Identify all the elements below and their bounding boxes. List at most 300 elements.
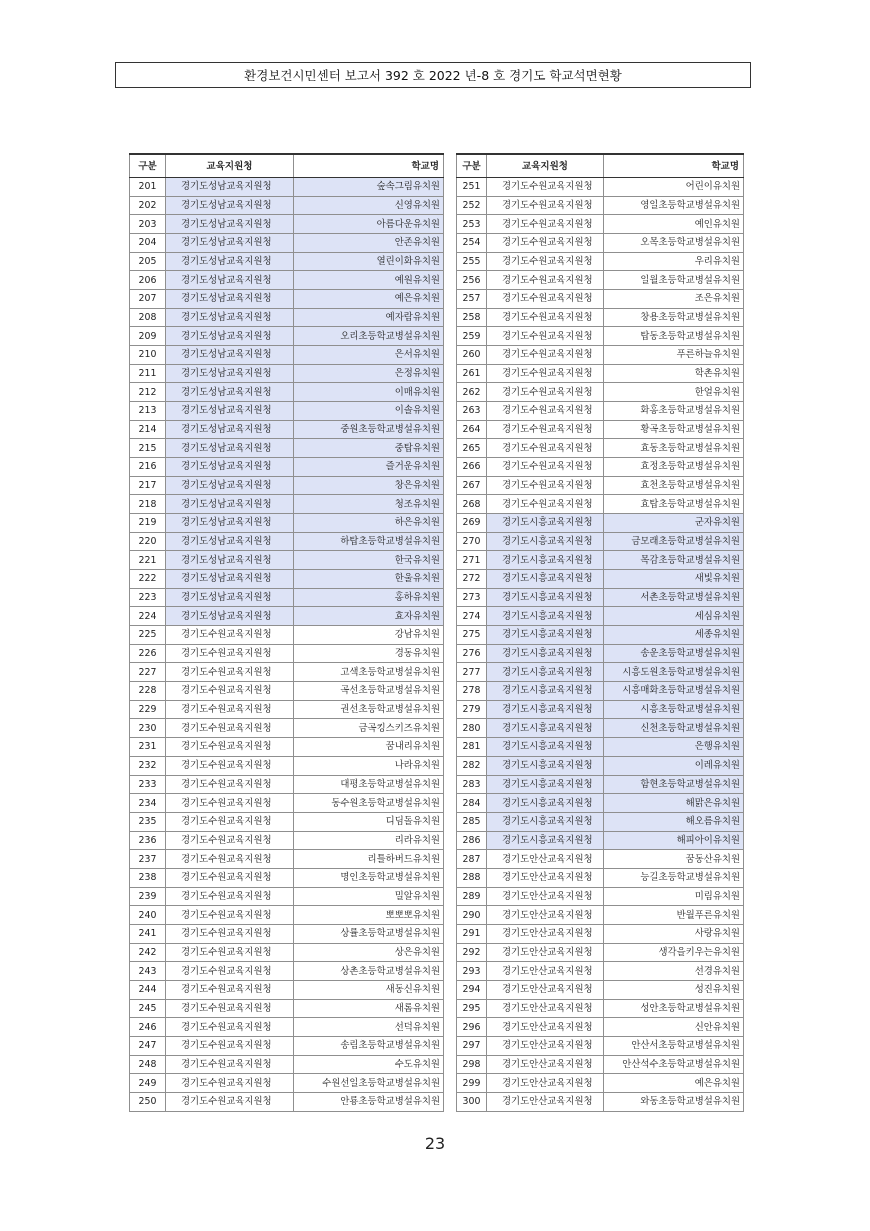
row-office: 경기도성남교육지원청 [166, 476, 294, 495]
row-number: 295 [457, 999, 487, 1018]
table-row [130, 607, 444, 626]
table-row [457, 644, 744, 663]
table-row [130, 980, 444, 999]
row-school: 효동초등학교병설유치원 [604, 439, 744, 458]
row-school: 청조유치원 [294, 495, 444, 514]
row-school: 해오름유치원 [604, 812, 744, 831]
row-school: 나라유치원 [294, 756, 444, 775]
row-number: 297 [457, 1036, 487, 1055]
row-number: 264 [457, 420, 487, 439]
row-number: 220 [130, 532, 166, 551]
row-office: 경기도성남교육지원청 [166, 252, 294, 271]
table-row [457, 794, 744, 813]
row-office: 경기도성남교육지원청 [166, 364, 294, 383]
row-number: 226 [130, 644, 166, 663]
col-header-no: 구분 [130, 154, 166, 178]
row-number: 273 [457, 588, 487, 607]
row-office: 경기도수원교육지원청 [166, 738, 294, 757]
row-office: 경기도성남교육지원청 [166, 551, 294, 570]
row-office: 경기도시흥교육지원청 [487, 607, 604, 626]
row-office: 경기도시흥교육지원청 [487, 514, 604, 533]
row-school: 사랑유치원 [604, 924, 744, 943]
row-office: 경기도수원교육지원청 [487, 364, 604, 383]
row-number: 211 [130, 364, 166, 383]
row-number: 207 [130, 290, 166, 309]
table-row [457, 812, 744, 831]
table-row [457, 327, 744, 346]
row-office: 경기도안산교육지원청 [487, 1036, 604, 1055]
row-school: 시흥도원초등학교병설유치원 [604, 663, 744, 682]
row-number: 282 [457, 756, 487, 775]
row-office: 경기도수원교육지원청 [487, 495, 604, 514]
row-office: 경기도수원교육지원청 [487, 252, 604, 271]
row-office: 경기도성남교육지원청 [166, 290, 294, 309]
row-number: 268 [457, 495, 487, 514]
row-school: 미림유치원 [604, 887, 744, 906]
row-office: 경기도수원교육지원청 [166, 831, 294, 850]
row-office: 경기도수원교육지원청 [487, 234, 604, 253]
col-header-school: 학교명 [294, 154, 444, 178]
row-number: 204 [130, 234, 166, 253]
row-school: 영일초등학교병설유치원 [604, 196, 744, 215]
row-school: 황곡초등학교병설유치원 [604, 420, 744, 439]
row-office: 경기도수원교육지원청 [166, 626, 294, 645]
row-office: 경기도수원교육지원청 [166, 906, 294, 925]
col-header-school: 학교명 [604, 154, 744, 178]
table-row [130, 887, 444, 906]
table-row [130, 514, 444, 533]
table-row [457, 252, 744, 271]
row-number: 258 [457, 308, 487, 327]
row-office: 경기도수원교육지원청 [487, 476, 604, 495]
row-office: 경기도안산교육지원청 [487, 850, 604, 869]
row-number: 256 [457, 271, 487, 290]
row-school: 송운초등학교병설유치원 [604, 644, 744, 663]
table-row [457, 850, 744, 869]
row-number: 251 [457, 178, 487, 197]
row-office: 경기도수원교육지원청 [166, 980, 294, 999]
row-office: 경기도수원교육지원청 [487, 196, 604, 215]
row-office: 경기도시흥교육지원청 [487, 756, 604, 775]
table-row [457, 271, 744, 290]
row-office: 경기도수원교육지원청 [166, 943, 294, 962]
row-office: 경기도수원교육지원청 [487, 271, 604, 290]
row-office: 경기도수원교육지원청 [487, 215, 604, 234]
table-row [457, 924, 744, 943]
row-number: 259 [457, 327, 487, 346]
table-row [130, 794, 444, 813]
row-office: 경기도시흥교육지원청 [487, 831, 604, 850]
table-row [457, 962, 744, 981]
row-school: 새빛유치원 [604, 570, 744, 589]
row-number: 218 [130, 495, 166, 514]
row-number: 287 [457, 850, 487, 869]
table-row [457, 682, 744, 701]
col-header-office: 교육지원청 [166, 154, 294, 178]
row-school: 홍하유치원 [294, 588, 444, 607]
table-row [130, 1074, 444, 1093]
row-school: 리틀하버드유치원 [294, 850, 444, 869]
row-school: 곡선초등학교병설유치원 [294, 682, 444, 701]
row-office: 경기도시흥교육지원청 [487, 626, 604, 645]
row-office: 경기도성남교육지원청 [166, 458, 294, 477]
row-office: 경기도수원교육지원청 [166, 999, 294, 1018]
row-number: 202 [130, 196, 166, 215]
table-row [457, 215, 744, 234]
table-row [457, 420, 744, 439]
row-number: 219 [130, 514, 166, 533]
col-header-office: 교육지원청 [487, 154, 604, 178]
page-number: 23 [424, 1134, 446, 1153]
row-number: 288 [457, 868, 487, 887]
row-office: 경기도수원교육지원청 [166, 663, 294, 682]
row-number: 265 [457, 439, 487, 458]
row-number: 221 [130, 551, 166, 570]
row-office: 경기도성남교육지원청 [166, 402, 294, 421]
row-school: 성진유치원 [604, 980, 744, 999]
table-row [457, 887, 744, 906]
row-office: 경기도수원교육지원청 [166, 1074, 294, 1093]
row-office: 경기도성남교육지원청 [166, 178, 294, 197]
row-office: 경기도수원교육지원청 [487, 290, 604, 309]
row-number: 292 [457, 943, 487, 962]
school-table-left [129, 153, 444, 1112]
row-number: 262 [457, 383, 487, 402]
row-school: 이솔유치원 [294, 402, 444, 421]
row-school: 효탑초등학교병설유치원 [604, 495, 744, 514]
row-number: 277 [457, 663, 487, 682]
row-school: 해맑은유치원 [604, 794, 744, 813]
row-office: 경기도성남교육지원청 [166, 383, 294, 402]
table-row [457, 1092, 744, 1111]
table-row [457, 943, 744, 962]
table-row [457, 178, 744, 197]
table-row [130, 756, 444, 775]
row-number: 212 [130, 383, 166, 402]
table-row [130, 402, 444, 421]
row-number: 228 [130, 682, 166, 701]
row-school: 상은유치원 [294, 943, 444, 962]
row-office: 경기도시흥교육지원청 [487, 570, 604, 589]
row-office: 경기도안산교육지원청 [487, 1092, 604, 1111]
row-school: 서촌초등학교병설유치원 [604, 588, 744, 607]
row-number: 243 [130, 962, 166, 981]
row-number: 208 [130, 308, 166, 327]
row-number: 261 [457, 364, 487, 383]
table-row [457, 1074, 744, 1093]
row-office: 경기도시흥교육지원청 [487, 738, 604, 757]
table-row [130, 308, 444, 327]
row-number: 290 [457, 906, 487, 925]
row-number: 205 [130, 252, 166, 271]
row-office: 경기도수원교육지원청 [166, 850, 294, 869]
row-school: 금곡킹스키즈유치원 [294, 719, 444, 738]
table-row [130, 906, 444, 925]
row-office: 경기도수원교육지원청 [166, 1092, 294, 1111]
row-school: 이매유치원 [294, 383, 444, 402]
row-number: 286 [457, 831, 487, 850]
table-row [130, 346, 444, 365]
row-office: 경기도수원교육지원청 [487, 458, 604, 477]
row-number: 210 [130, 346, 166, 365]
table-row [130, 420, 444, 439]
table-row [130, 626, 444, 645]
row-school: 창용초등학교병설유치원 [604, 308, 744, 327]
table-row [130, 570, 444, 589]
table-row [130, 682, 444, 701]
row-number: 280 [457, 719, 487, 738]
table-row [130, 588, 444, 607]
row-number: 255 [457, 252, 487, 271]
row-school: 능길초등학교병설유치원 [604, 868, 744, 887]
table-row [457, 999, 744, 1018]
row-school: 신안유치원 [604, 1018, 744, 1037]
row-school: 예인유치원 [604, 215, 744, 234]
table-row [130, 234, 444, 253]
row-school: 안존유치원 [294, 234, 444, 253]
table-row [130, 271, 444, 290]
row-office: 경기도성남교육지원청 [166, 514, 294, 533]
row-office: 경기도안산교육지원청 [487, 943, 604, 962]
row-office: 경기도수원교육지원청 [166, 812, 294, 831]
table-row [130, 476, 444, 495]
table-row [457, 346, 744, 365]
row-office: 경기도성남교육지원청 [166, 532, 294, 551]
table-row [457, 402, 744, 421]
row-school: 안룡초등학교병설유치원 [294, 1092, 444, 1111]
row-number: 253 [457, 215, 487, 234]
row-office: 경기도시흥교육지원청 [487, 682, 604, 701]
row-number: 237 [130, 850, 166, 869]
row-school: 은서유치원 [294, 346, 444, 365]
row-number: 293 [457, 962, 487, 981]
row-school: 시흥초등학교병설유치원 [604, 700, 744, 719]
row-number: 283 [457, 775, 487, 794]
row-number: 240 [130, 906, 166, 925]
school-table-right [456, 153, 744, 1112]
row-school: 군자유치원 [604, 514, 744, 533]
table-row [457, 290, 744, 309]
table-row [130, 290, 444, 309]
row-number: 203 [130, 215, 166, 234]
row-number: 206 [130, 271, 166, 290]
table-row [130, 327, 444, 346]
table-row [457, 868, 744, 887]
table-row [457, 476, 744, 495]
row-number: 223 [130, 588, 166, 607]
row-school: 은정유치원 [294, 364, 444, 383]
row-school: 화홍초등학교병설유치원 [604, 402, 744, 421]
row-number: 289 [457, 887, 487, 906]
row-office: 경기도성남교육지원청 [166, 215, 294, 234]
row-number: 241 [130, 924, 166, 943]
row-school: 중원초등학교병설유치원 [294, 420, 444, 439]
row-office: 경기도성남교육지원청 [166, 607, 294, 626]
row-number: 252 [457, 196, 487, 215]
row-school: 예자람유치원 [294, 308, 444, 327]
table-row [457, 1018, 744, 1037]
row-number: 235 [130, 812, 166, 831]
table-row [457, 308, 744, 327]
row-number: 263 [457, 402, 487, 421]
row-school: 창은유치원 [294, 476, 444, 495]
row-school: 대평초등학교병설유치원 [294, 775, 444, 794]
row-number: 236 [130, 831, 166, 850]
row-number: 238 [130, 868, 166, 887]
table-row [130, 252, 444, 271]
row-office: 경기도수원교육지원청 [166, 682, 294, 701]
col-header-no: 구분 [457, 154, 487, 178]
table-row [457, 551, 744, 570]
row-school: 한얼유치원 [604, 383, 744, 402]
row-number: 294 [457, 980, 487, 999]
row-office: 경기도수원교육지원청 [487, 383, 604, 402]
row-number: 209 [130, 327, 166, 346]
row-office: 경기도안산교육지원청 [487, 906, 604, 925]
row-office: 경기도시흥교육지원청 [487, 719, 604, 738]
row-number: 229 [130, 700, 166, 719]
row-school: 안산석수초등학교병설유치원 [604, 1055, 744, 1074]
row-school: 선경유치원 [604, 962, 744, 981]
row-office: 경기도성남교육지원청 [166, 588, 294, 607]
row-school: 강남유치원 [294, 626, 444, 645]
row-school: 신천초등학교병설유치원 [604, 719, 744, 738]
row-school: 권선초등학교병설유치원 [294, 700, 444, 719]
row-school: 이레유치원 [604, 756, 744, 775]
row-number: 246 [130, 1018, 166, 1037]
row-school: 동수원초등학교병설유치원 [294, 794, 444, 813]
row-number: 222 [130, 570, 166, 589]
row-number: 249 [130, 1074, 166, 1093]
report-title: 환경보건시민센터 보고서 392 호 2022 년-8 호 경기도 학교석면현황 [244, 68, 622, 83]
row-school: 리라유치원 [294, 831, 444, 850]
row-school: 수도유치원 [294, 1055, 444, 1074]
row-school: 안산서초등학교병설유치원 [604, 1036, 744, 1055]
row-office: 경기도수원교육지원청 [487, 420, 604, 439]
table-row [130, 663, 444, 682]
table-row [457, 700, 744, 719]
table-row [457, 719, 744, 738]
row-office: 경기도수원교육지원청 [487, 346, 604, 365]
row-office: 경기도성남교육지원청 [166, 495, 294, 514]
table-row [130, 812, 444, 831]
table-row [457, 458, 744, 477]
table-row [457, 1036, 744, 1055]
row-school: 학촌유치원 [604, 364, 744, 383]
row-number: 233 [130, 775, 166, 794]
row-school: 예은유치원 [604, 1074, 744, 1093]
row-number: 299 [457, 1074, 487, 1093]
row-office: 경기도성남교육지원청 [166, 439, 294, 458]
row-school: 꿈내리유치원 [294, 738, 444, 757]
table-row [457, 831, 744, 850]
row-school: 상촌초등학교병설유치원 [294, 962, 444, 981]
row-office: 경기도성남교육지원청 [166, 308, 294, 327]
table-row [130, 215, 444, 234]
row-school: 세심유치원 [604, 607, 744, 626]
row-school: 오리초등학교병설유치원 [294, 327, 444, 346]
row-office: 경기도수원교육지원청 [166, 868, 294, 887]
table-row [130, 383, 444, 402]
table-row [130, 962, 444, 981]
row-number: 278 [457, 682, 487, 701]
row-number: 276 [457, 644, 487, 663]
row-office: 경기도안산교육지원청 [487, 1055, 604, 1074]
row-number: 271 [457, 551, 487, 570]
row-office: 경기도성남교육지원청 [166, 346, 294, 365]
row-number: 247 [130, 1036, 166, 1055]
row-school: 중탑유치원 [294, 439, 444, 458]
row-number: 217 [130, 476, 166, 495]
row-school: 밀알유치원 [294, 887, 444, 906]
row-office: 경기도시흥교육지원청 [487, 588, 604, 607]
row-office: 경기도안산교육지원청 [487, 887, 604, 906]
row-school: 와동초등학교병설유치원 [604, 1092, 744, 1111]
row-school: 하탑초등학교병설유치원 [294, 532, 444, 551]
row-number: 232 [130, 756, 166, 775]
row-number: 201 [130, 178, 166, 197]
row-number: 272 [457, 570, 487, 589]
row-school: 세종유치원 [604, 626, 744, 645]
row-office: 경기도안산교육지원청 [487, 999, 604, 1018]
row-number: 291 [457, 924, 487, 943]
row-office: 경기도안산교육지원청 [487, 962, 604, 981]
row-office: 경기도수원교육지원청 [166, 700, 294, 719]
row-number: 281 [457, 738, 487, 757]
row-number: 225 [130, 626, 166, 645]
row-office: 경기도수원교육지원청 [166, 756, 294, 775]
row-number: 230 [130, 719, 166, 738]
row-school: 꿈동산유치원 [604, 850, 744, 869]
row-office: 경기도시흥교육지원청 [487, 532, 604, 551]
table-row [130, 700, 444, 719]
table-row [457, 756, 744, 775]
row-school: 금모래초등학교병설유치원 [604, 532, 744, 551]
row-number: 296 [457, 1018, 487, 1037]
row-school: 생각을키우는유치원 [604, 943, 744, 962]
row-office: 경기도성남교육지원청 [166, 327, 294, 346]
row-school: 탑동초등학교병설유치원 [604, 327, 744, 346]
row-number: 270 [457, 532, 487, 551]
row-office: 경기도성남교육지원청 [166, 420, 294, 439]
table-row [457, 495, 744, 514]
table-row [130, 178, 444, 197]
table-row [130, 495, 444, 514]
row-number: 216 [130, 458, 166, 477]
row-office: 경기도안산교육지원청 [487, 1018, 604, 1037]
row-school: 반월푸른유치원 [604, 906, 744, 925]
row-number: 244 [130, 980, 166, 999]
table-row [130, 439, 444, 458]
row-office: 경기도수원교육지원청 [487, 327, 604, 346]
row-number: 269 [457, 514, 487, 533]
row-school: 효자유치원 [294, 607, 444, 626]
row-office: 경기도수원교육지원청 [166, 1018, 294, 1037]
table-row [130, 1018, 444, 1037]
table-row [130, 850, 444, 869]
row-office: 경기도성남교육지원청 [166, 196, 294, 215]
row-school: 목감초등학교병설유치원 [604, 551, 744, 570]
row-school: 예은유치원 [294, 290, 444, 309]
table-row [130, 775, 444, 794]
row-office: 경기도시흥교육지원청 [487, 812, 604, 831]
row-number: 284 [457, 794, 487, 813]
row-school: 송림초등학교병설유치원 [294, 1036, 444, 1055]
row-number: 257 [457, 290, 487, 309]
row-office: 경기도수원교육지원청 [166, 644, 294, 663]
row-school: 성안초등학교병설유치원 [604, 999, 744, 1018]
table-header-row [130, 154, 444, 178]
